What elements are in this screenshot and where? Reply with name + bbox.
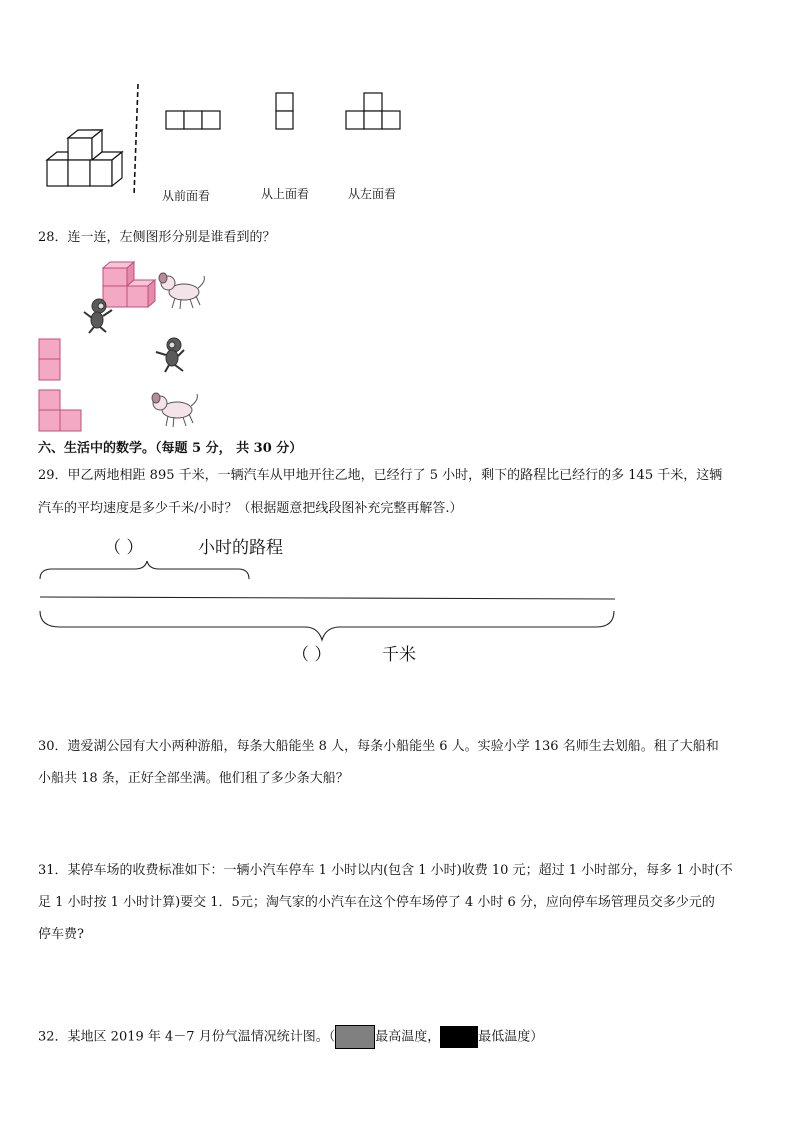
question-29-line-1: 29．甲乙两地相距 895 千米，一辆汽车从甲地开往乙地，已经行了 5 小时，剩下的路程比已经行的多 145 千米，这辆	[38, 468, 723, 483]
question-30-line-1: 30．遗爱湖公园有大小两种游船，每条大船能坐 8 人，每条小船能坐 6 人。实验小学 136 名师生去划船。租了大船和	[38, 739, 719, 754]
question-31-line-2: 足 1 小时按 1 小时计算)要交 1．5元；淘气家的小汽车在这个停车场停了 4 小时 6 分，应向停车场管理员交多少元的	[38, 895, 715, 910]
front-view-label: 从前面看	[162, 189, 211, 203]
question-28-text: 28．连一连，左侧图形分别是谁看到的？	[38, 230, 276, 245]
question-32-prefix: 32．某地区 2019 年 4－7 月份气温情况统计图。（	[38, 1029, 336, 1045]
question-32-text	[38, 1025, 543, 1049]
question-31-line-1: 31．某停车场的收费标准如下：一辆小汽车停车 1 小时以内(包含 1 小时)收费 10 元；超过 1 小时部分，每多 1 小时(不	[38, 863, 733, 878]
left-view-label: 从左面看	[348, 187, 397, 201]
total-km-label: 千米	[382, 645, 416, 665]
high-temp-label: 最高温度，	[375, 1029, 441, 1045]
question-30-line-2: 小船共 18 条，正好全部坐满。他们租了多少条大船？	[38, 771, 349, 786]
high-temp-swatch	[335, 1025, 375, 1049]
low-temp-swatch	[440, 1026, 478, 1048]
hours-label-paren: （ ）	[104, 538, 144, 558]
question-29-line-2: 汽车的平均速度是多少千米/小时？（根据题意把线段图补充完整再解答.）	[38, 501, 463, 516]
hours-distance-label: 小时的路程	[198, 538, 283, 558]
question-31-line-3: 停车费?	[38, 927, 84, 942]
total-km-label-paren: （ ）	[292, 645, 332, 665]
low-temp-label: 最低温度）	[478, 1029, 544, 1045]
top-view-label: 从上面看	[261, 187, 310, 201]
section-6-title: 六、生活中的数学。（每题 5 分， 共 30 分）	[38, 441, 303, 456]
